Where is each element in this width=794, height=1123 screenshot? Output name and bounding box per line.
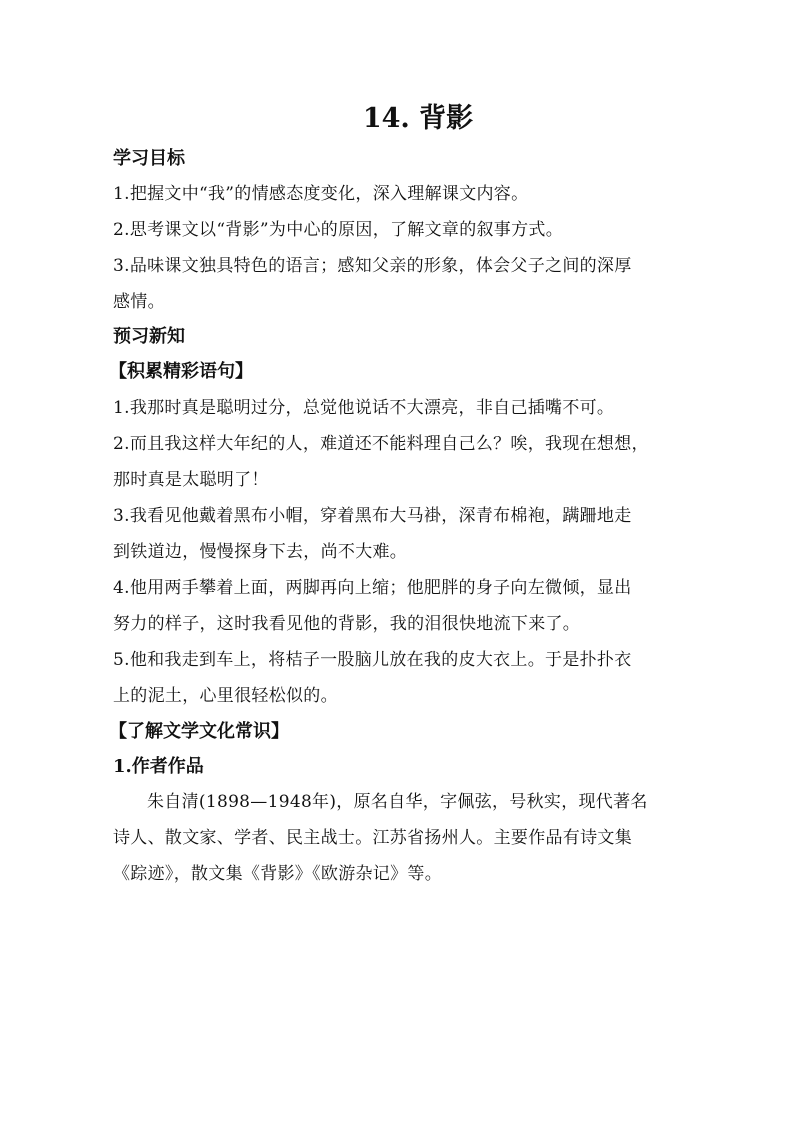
objective-item-3: 3.品味课文独具特色的语言；感知父亲的形象，体会父子之间的深厚 [113,256,632,276]
sentence-line: 1.我那时真是聪明过分，总觉他说话不大漂亮，非自己插嘴不可。 [113,398,615,418]
author-line: 诗人、散文家、学者、民主战士。江苏省扬州人。主要作品有诗文集 [113,828,632,848]
objectives-heading: 学习目标 [113,148,185,169]
author-line: 朱自清(1898—1948年)，原名自华，字佩弦，号秋实，现代著名 [147,792,648,812]
sentence-line: 努力的样子，这时我看见他的背影，我的泪很快地流下来了。 [113,614,581,634]
objective-item-2: 2.思考课文以“背影”为中心的原因，了解文章的叙事方式。 [113,220,564,240]
document-page [109,96,683,892]
sentence-line: 3.我看见他戴着黑布小帽，穿着黑布大马褂，深青布棉袍，蹒跚地走 [113,506,632,526]
culture-heading: 【了解文学文化常识】 [109,721,289,742]
objective-item-1: 1.把握文中“我”的情感态度变化，深入理解课文内容。 [113,184,529,204]
author-line: 《踪迹》，散文集《背影》《欧游杂记》等。 [113,864,442,884]
accumulate-heading: 【积累精彩语句】 [109,361,253,382]
sentence-line: 5.他和我走到车上，将桔子一股脑儿放在我的皮大衣上。于是扑扑衣 [113,650,632,670]
sentence-line: 4.他用两手攀着上面，两脚再向上缩；他肥胖的身子向左微倾，显出 [113,578,632,598]
sentence-line: 上的泥土，心里很轻松似的。 [113,686,338,706]
page-title: 14. 背影 [362,103,474,134]
sentence-line: 到铁道边，慢慢探身下去，尚不大难。 [113,542,408,562]
objective-item-3-continued: 感情。 [113,292,165,312]
sentence-line: 那时真是太聪明了！ [113,470,269,490]
preview-heading: 预习新知 [113,326,185,347]
author-works-heading: 1.作者作品 [113,756,204,777]
sentence-line: 2.而且我这样大年纪的人，难道还不能料理自己么？唉，我现在想想， [113,434,649,454]
